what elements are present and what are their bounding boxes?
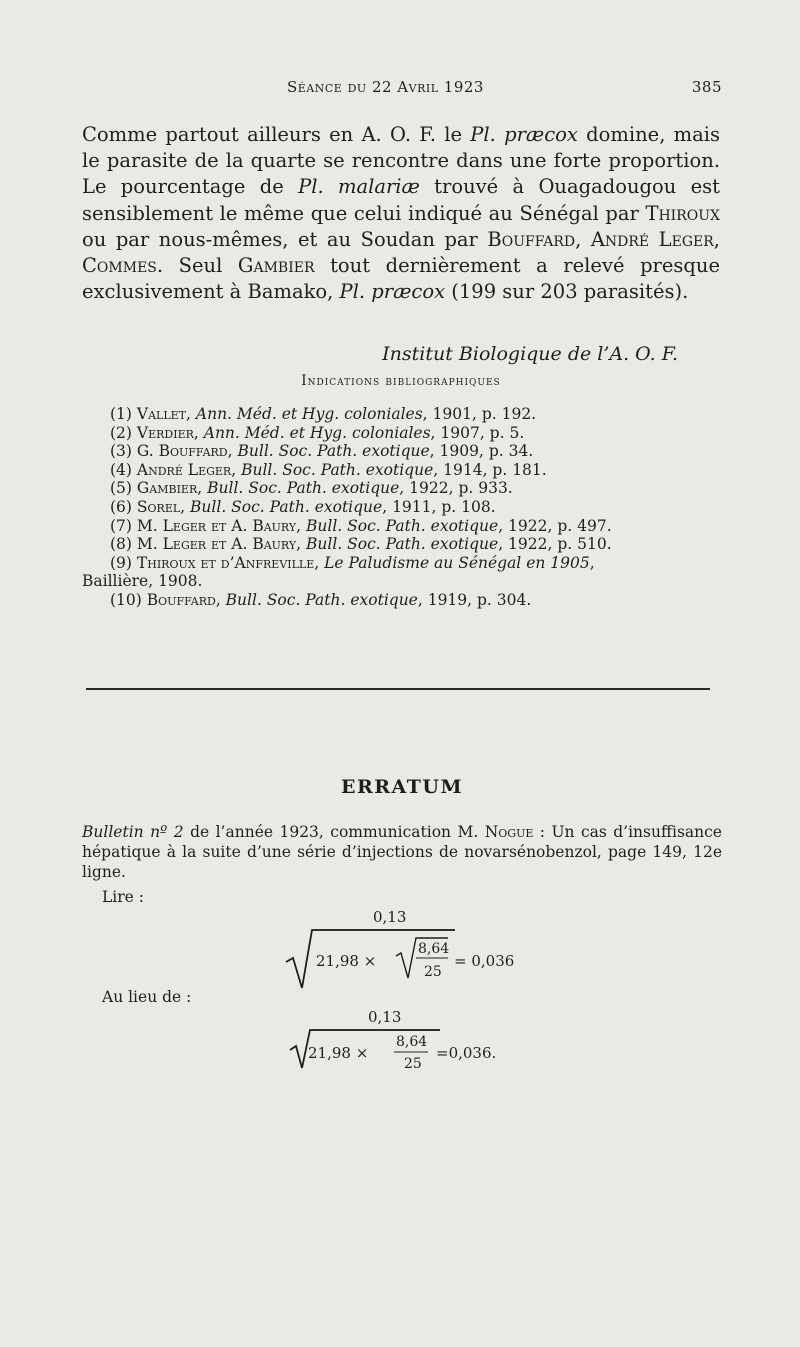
bib-number: (4) — [110, 460, 132, 479]
formula2-left: 21,98 × — [308, 1044, 369, 1062]
text-run: Comme partout ailleurs en A. O. F. le — [82, 123, 471, 146]
bib-sep: , — [215, 590, 226, 609]
bib-ref: , 1901, p. 192. — [422, 405, 537, 423]
bib-number: (10) — [110, 590, 142, 609]
text-run: , — [575, 227, 591, 251]
species-name: Pl. malariæ — [298, 175, 420, 199]
text-run: trouvé à Ouagadougou est sensiblement le même que celui indiqué au Sénégal par — [82, 175, 720, 225]
bib-ref: , 1922, p. 933. — [399, 479, 513, 498]
bib-author: Bouffard — [146, 590, 216, 609]
page-number: 385 — [691, 78, 722, 96]
bib-ref: , — [589, 553, 595, 572]
bib-ref: , 1919, p. 304. — [417, 590, 532, 609]
institution-signature: Institut Biologique de l’A. O. F. — [382, 343, 678, 365]
author-name: Nogue — [484, 823, 534, 841]
species-name: Pl. præcox — [470, 123, 578, 146]
bib-ref: , 1909, p. 34. — [429, 442, 534, 461]
text-run: de l’année 1923, communication M. — [183, 823, 485, 841]
bib-sep: , — [197, 479, 208, 498]
formula1-result: = 0,036 — [454, 952, 515, 970]
formula2-result: =0,036. — [436, 1044, 497, 1062]
text-run: ou par nous-mêmes, et au Soudan par — [82, 227, 488, 251]
author-name: Gambier — [237, 254, 315, 278]
bib-journal: Bull. Soc. Path. exotique — [241, 460, 434, 479]
bib-number: (9) — [110, 553, 132, 572]
bib-number: (6) — [110, 497, 132, 516]
text-run: (199 sur 203 parasités). — [445, 280, 689, 304]
bib-ref: , 1922, p. 497. — [498, 516, 612, 535]
formula1-frac-num: 8,64 — [418, 941, 450, 957]
bibliography-heading: Indications bibliographiques — [301, 373, 501, 389]
bib-journal: Le Paludisme au Sénégal en 1905 — [324, 553, 590, 572]
bib-journal: Bull. Soc. Path. exotique — [306, 516, 499, 535]
formula2-frac-den: 25 — [404, 1056, 422, 1072]
text-run: domine, mais le parasite de la quarte se rencontre dans une forte proportion. Le pourcentage de — [82, 123, 721, 199]
bib-sep: , — [193, 423, 204, 442]
bib-journal: Bull. Soc. Path. exotique — [207, 479, 400, 498]
bib-author: Thiroux et d’Anfreville — [136, 553, 315, 572]
formula2-frac-num: 8,64 — [396, 1034, 428, 1050]
bib-author: M. Leger et A. Baury — [136, 535, 297, 554]
bib-author: André Leger — [136, 460, 232, 479]
bib-journal: Bull. Soc. Path. exotique — [237, 442, 430, 461]
formula-correct — [286, 908, 514, 988]
bib-item-continuation: Baillière, 1908. — [82, 572, 203, 591]
bib-sep: , — [180, 497, 191, 516]
bib-number: (3) — [110, 442, 132, 461]
bulletin-ref: Bulletin nº 2 — [82, 823, 184, 841]
bib-sep: , — [296, 516, 306, 535]
bib-author: M. Leger et A. Baury — [136, 516, 297, 535]
bib-number: (7) — [110, 516, 132, 535]
bib-number: (8) — [110, 535, 132, 554]
bib-number: (5) — [110, 479, 132, 498]
author-name: Commes — [82, 254, 157, 278]
bib-author: G. Bouffard — [136, 442, 228, 461]
bib-journal: Bull. Soc. Path. exotique — [225, 590, 418, 609]
bib-ref: , 1911, p. 108. — [382, 497, 496, 516]
bib-sep: , — [231, 460, 242, 479]
formula1-frac-den: 25 — [424, 964, 442, 980]
bib-number: (1) — [110, 405, 132, 423]
bib-sep: , — [296, 535, 306, 554]
formula1-numerator: 0,13 — [373, 908, 407, 926]
bib-author: Gambier — [136, 479, 198, 498]
author-name: Bouffard — [487, 227, 576, 251]
species-name: Pl. præcox — [339, 280, 446, 304]
au-lieu-label: Au lieu de : — [102, 988, 192, 1006]
bib-sep: , — [227, 442, 238, 461]
lire-label: Lire : — [102, 888, 144, 906]
bib-sep: , — [186, 405, 196, 423]
erratum-heading: ERRATUM — [340, 776, 463, 798]
formula-erroneous — [290, 1008, 496, 1072]
text-run: : Un cas d’insuffisance hépatique à la suite d’une série d’injections de novarsénobenzol, page 149, 12e ligne. — [82, 823, 722, 881]
bib-author: Sorel — [136, 497, 181, 516]
bib-sep: , — [314, 553, 325, 572]
bib-journal: Ann. Méd. et Hyg. coloniales — [203, 423, 431, 442]
formula1-left: 21,98 × — [316, 952, 377, 970]
bib-number: (2) — [110, 423, 132, 442]
text-run: . Seul — [156, 254, 238, 278]
author-name: André Leger — [590, 227, 714, 251]
bib-ref: , 1907, p. 5. — [430, 423, 525, 442]
bib-journal: Bull. Soc. Path. exotique — [306, 535, 499, 554]
bib-journal: Ann. Méd. et Hyg. coloniales — [195, 405, 423, 423]
text-run: tout dernièrement a relevé presque exclusivement à Bamako, — [82, 254, 720, 304]
bib-ref: , 1922, p. 510. — [498, 535, 612, 554]
running-title: Séance du 22 Avril 1923 — [287, 78, 484, 96]
bib-author: Verdier — [136, 423, 194, 442]
formula2-numerator: 0,13 — [368, 1008, 402, 1026]
author-name: Thiroux — [645, 201, 720, 225]
bib-journal: Bull. Soc. Path. exotique — [190, 497, 383, 516]
bib-author: Vallet — [136, 405, 187, 423]
bib-ref: , 1914, p. 181. — [433, 460, 547, 479]
text-run: , — [713, 227, 720, 251]
